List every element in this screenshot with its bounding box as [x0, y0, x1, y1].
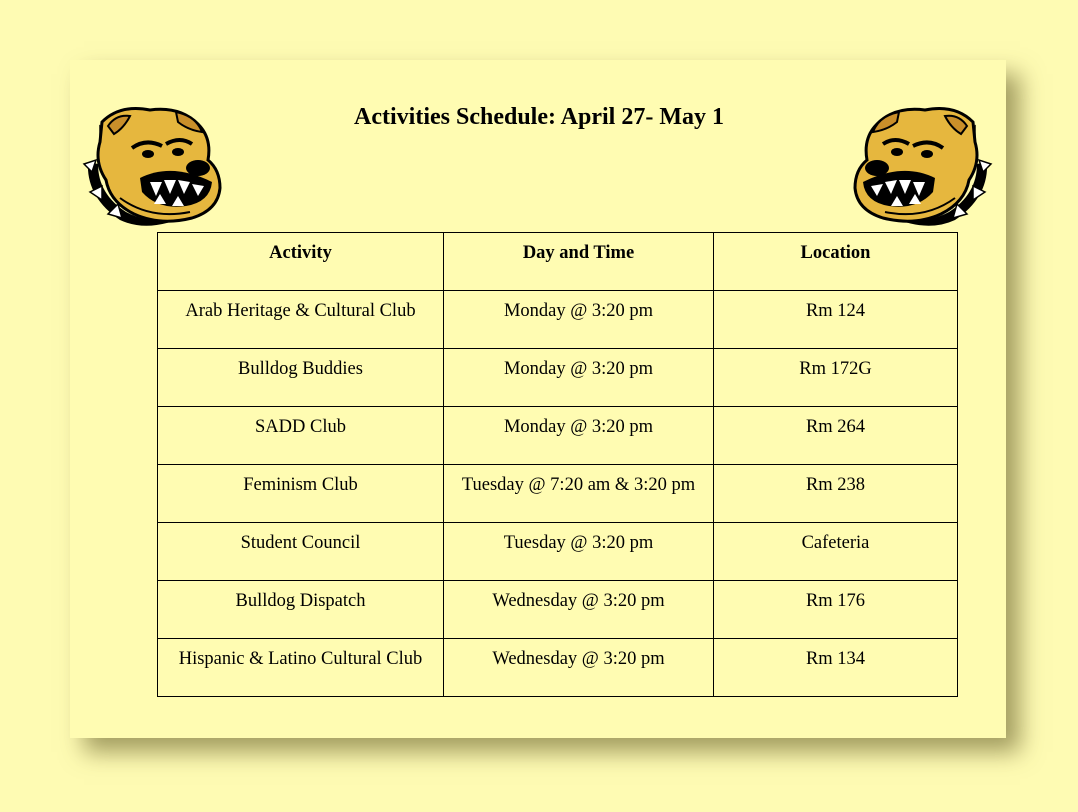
- table-row: [158, 407, 958, 465]
- day-time-cell: Monday @ 3:20 pm: [444, 349, 714, 407]
- day-time-cell: Monday @ 3:20 pm: [444, 291, 714, 349]
- table-header-row: [158, 233, 958, 291]
- day-time-cell: Tuesday @ 7:20 am & 3:20 pm: [444, 465, 714, 523]
- schedule-table: [157, 232, 958, 697]
- table-row: [158, 639, 958, 697]
- location-cell: Rm 176: [714, 581, 958, 639]
- table-row: [158, 291, 958, 349]
- column-header-location: Location: [714, 233, 958, 291]
- day-time-cell: Tuesday @ 3:20 pm: [444, 523, 714, 581]
- table-row: [158, 465, 958, 523]
- table-row: [158, 581, 958, 639]
- page-title: Activities Schedule: April 27- May 1: [354, 104, 724, 130]
- location-cell: Rm 172G: [714, 349, 958, 407]
- day-time-cell: Wednesday @ 3:20 pm: [444, 581, 714, 639]
- column-header-activity: Activity: [158, 233, 444, 291]
- column-header-day-time: Day and Time: [444, 233, 714, 291]
- activity-cell: Bulldog Buddies: [158, 349, 444, 407]
- location-cell: Rm 124: [714, 291, 958, 349]
- activity-cell: Student Council: [158, 523, 444, 581]
- day-time-cell: Monday @ 3:20 pm: [444, 407, 714, 465]
- location-cell: Rm 264: [714, 407, 958, 465]
- activity-cell: Arab Heritage & Cultural Club: [158, 291, 444, 349]
- activity-cell: Hispanic & Latino Cultural Club: [158, 639, 444, 697]
- activity-cell: Bulldog Dispatch: [158, 581, 444, 639]
- location-cell: Rm 238: [714, 465, 958, 523]
- location-cell: Cafeteria: [714, 523, 958, 581]
- location-cell: Rm 134: [714, 639, 958, 697]
- activity-cell: SADD Club: [158, 407, 444, 465]
- table-row: [158, 349, 958, 407]
- table-row: [158, 523, 958, 581]
- activity-cell: Feminism Club: [158, 465, 444, 523]
- day-time-cell: Wednesday @ 3:20 pm: [444, 639, 714, 697]
